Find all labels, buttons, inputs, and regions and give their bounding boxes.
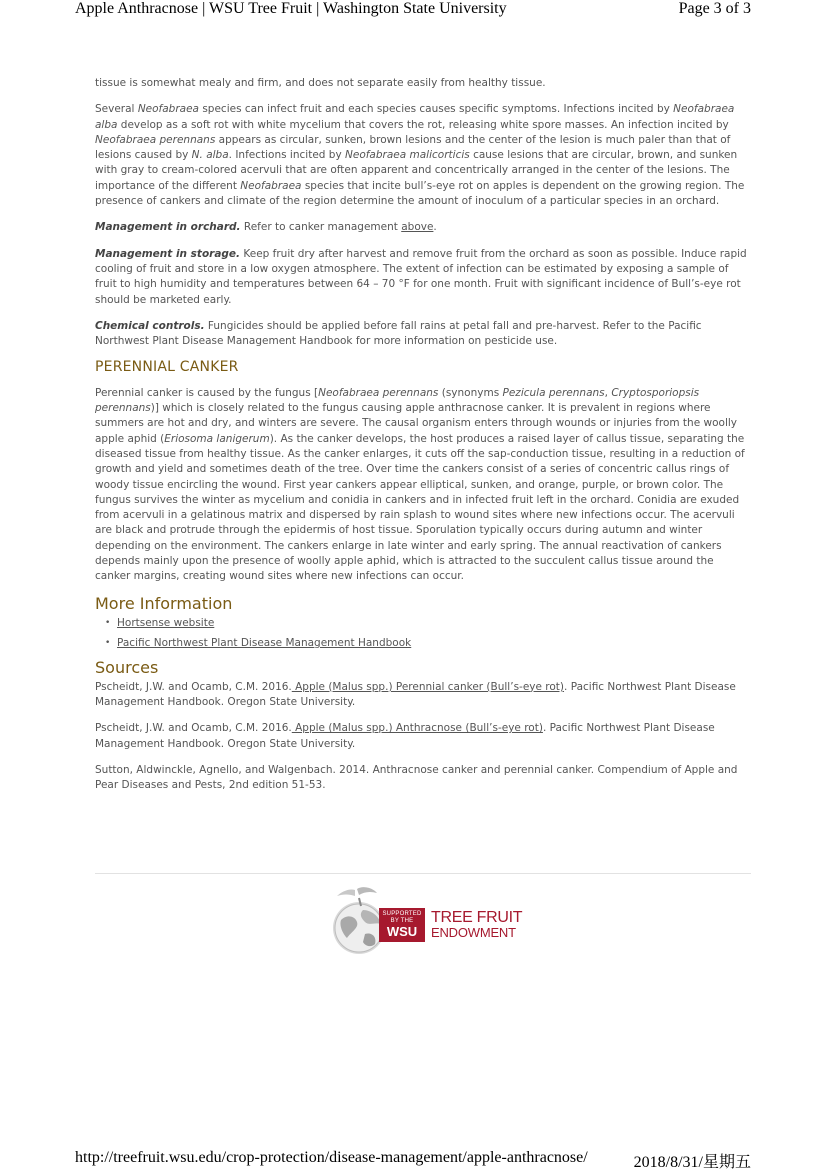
source-anthracnose: Pscheidt, J.W. and Ocamb, C.M. 2016. Apple (Malus spp.) Anthracnose (Bull’s-eye rot). Pacific Northwest Plant Disease Management Handbook. Oregon State University. bbox=[95, 722, 715, 750]
tree-fruit-endowment-logo[interactable] bbox=[329, 886, 529, 956]
source-perennial-canker-link[interactable]: Apple (Malus spp.) Perennial canker (Bull’s-eye rot) bbox=[291, 680, 565, 693]
management-orchard-lead: Management in orchard. bbox=[95, 221, 241, 234]
supported-by-wsu-badge: SUPPORTED BY THE WSU bbox=[379, 908, 425, 942]
source-compendium: Sutton, Aldwinckle, Agnello, and Walgenbach. 2014. Anthracnose canker and perennial canker. Compendium of Apple and Pear Diseases and Pests, 2nd edition 51-53. bbox=[95, 763, 738, 792]
article-content bbox=[95, 76, 751, 805]
footer-divider bbox=[95, 873, 751, 874]
source-anthracnose-link[interactable]: Apple (Malus spp.) Anthracnose (Bull’s-eye rot) bbox=[291, 722, 543, 735]
paragraph-chemical-controls: Chemical controls. Fungicides should be applied before fall rains at petal fall and pre-harvest. Refer to the Pacific Northwest Plant Disease Management Handbook for more information on pesticide use. bbox=[95, 319, 702, 348]
chemical-controls-lead: Chemical controls. bbox=[95, 319, 205, 332]
perennial-canker-heading: PERENNIAL CANKER bbox=[95, 359, 239, 376]
paragraph-management-storage: Management in storage. Keep fruit dry after harvest and remove fruit from the orchard as soon as possible. Induce rapid cooling of fruit and store in a low oxygen atmosphere. The extent of infection can be estimated by exposing a sample of fruit to high humidity and temperatures between 64 – 70 °F for one month. Fruit with significant incidence of Bull’s-eye rot should be marketed early. bbox=[95, 247, 747, 306]
print-header-title: Apple Anthracnose | WSU Tree Fruit | Washington State University bbox=[75, 0, 507, 17]
pnw-handbook-link[interactable]: Pacific Northwest Plant Disease Management Handbook bbox=[117, 637, 412, 650]
above-link[interactable]: above bbox=[401, 221, 434, 234]
management-storage-lead: Management in storage. bbox=[95, 247, 241, 260]
list-item bbox=[109, 616, 751, 631]
print-header bbox=[75, 0, 751, 22]
print-footer-url: http://treefruit.wsu.edu/crop-protection/disease-management/apple-anthracnose/ bbox=[75, 1149, 588, 1166]
paragraph-perennial-canker: Perennial canker is caused by the fungus [Neofabraea perennans (synonyms Pezicula perennans, Cryptosporiopsis perennans)] which is closely related to the fungus causing apple anthracnose canker. It is prevalent in regions where summers are hot and dry, and winters are severe. The causal organism enters through wounds or injuries from the woolly apple aphid (Eriosoma lanigerum). As the canker develops, the host produces a raised layer of callus tissue, separating the diseased tissue from healthy tissue. As the canker enlarges, it cuts off the sap-conduction tissue, resulting in a reduction of growth and yield and sometimes death of the tree. Over time the cankers consist of a series of concentric callus rings of woody tissue encircling the wound. First year cankers appear elliptical, sunken, and orange, purple, or brown color. The fungus survives the winter as mycelium and conidia in cankers and in infected fruit left in the orchard. Conidia are exuded from acervuli in a gelatinous matrix and dispersed by rain splash to wound sites where new infections occur. The acervuli are black and protrude through the epidermis of host tissue. Sporulation typically occurs during autumn and winter depending on the environment. The cankers enlarge in late winter and early spring. The annual reactivation of cankers depends mainly upon the presence of woolly apple aphid, which is attracted to the succulent callus tissue around the canker margins, creating wound sites where new infections can occur. bbox=[95, 386, 745, 583]
hortsense-link[interactable]: Hortsense website bbox=[117, 616, 215, 629]
list-item bbox=[109, 636, 751, 651]
print-header-page: Page 3 of 3 bbox=[678, 0, 751, 17]
paragraph-neofabraea-species: Several Neofabraea species can infect fruit and each species causes specific symptoms. Infections incited by Neofabraea alba develop as a soft rot with white mycelium that covers the rot, releasing white spore masses. An infection incited by Neofabraea perennans appears as circular, sunken, brown lesions and the center of the lesion is much paler than that of lesions caused by N. alba. Infections incited by Neofabraea malicorticis cause lesions that are circular, brown, and sunken with gray to cream-colored acervuli that are often apparent and concentrically arranged in the center of the lesions. The importance of the different Neofabraea species that incite bull’s-eye rot on apples is dependent on the growing region. The presence of cankers and climate of the region determine the amount of inoculum of a particular species in an orchard. bbox=[95, 103, 745, 208]
endowment-wordmark: TREE FRUIT ENDOWMENT bbox=[431, 909, 523, 940]
paragraph-management-orchard: Management in orchard. Refer to canker management above. bbox=[95, 221, 437, 234]
source-perennial-canker: Pscheidt, J.W. and Ocamb, C.M. 2016. Apple (Malus spp.) Perennial canker (Bull’s-eye rot). Pacific Northwest Plant Disease Management Handbook. Oregon State University. bbox=[95, 680, 736, 709]
print-footer-date: 2018/8/31/星期五 bbox=[633, 1154, 751, 1171]
more-information-list bbox=[95, 616, 751, 652]
more-information-heading: More Information bbox=[95, 593, 233, 613]
paragraph-tissue: tissue is somewhat mealy and firm, and does not separate easily from healthy tissue. bbox=[95, 77, 546, 89]
print-footer bbox=[75, 1149, 751, 1169]
sources-heading: Sources bbox=[95, 657, 159, 677]
